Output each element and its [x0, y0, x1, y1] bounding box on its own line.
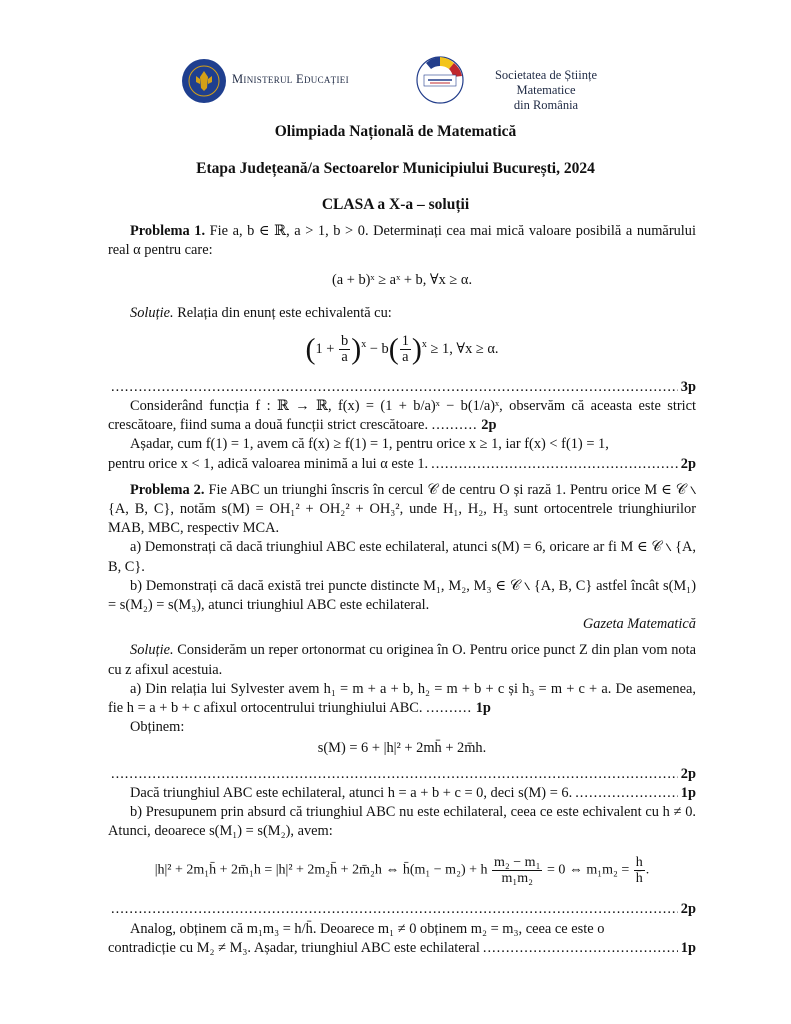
problem-1-equivalent-inequality: (1 + $\frac{b}{a}$ )$^x$ − b( $\frac{1}{a}$ )$^x$ ≥ 1, ∀x ≥ α.: [305, 332, 499, 366]
problem-1-formula: (a + b)ˣ ≥ aˣ + b, ∀x ≥ α.: [331, 272, 473, 289]
big-equivalence: |h|² + 2m₁h̄ + 2m̄₁h = |h|² + 2m₂h̄ + 2m̄₂h ⇔ h̄(m₁ − m₂) + h $\frac{\text{m₂ − m₁}}{\text{m₁m₂}}$ = 0 ⇔ m₁m₂ = $\frac{h}{h̄}$ .: [154, 855, 650, 887]
problem-1-monotonic: Considerând funcția f : ℝ → ℝ, f(x) = (1 + b/a)ˣ − b(1/a)ˣ, observăm că aceasta este strict crescătoare, fiind suma a două funcții strict crescătoare. .......... 2p: [108, 398, 696, 434]
government-seal-icon: [181, 58, 227, 104]
big-formula-left: |h|² + 2m₁h̄ + 2m̄₁h = |h|² + 2m₂h̄ + 2m̄₂h ⇔ h̄(m₁ − m₂) + h: [154, 863, 488, 879]
problem-1-text: Fie a, b ∈ ℝ, a > 1, b > 0. Determinați cea mai mică valoare posibilă a numărului real α pentru care:: [108, 223, 696, 259]
big-formula-mid: = 0 ⇔ m₁m₂ =: [543, 863, 633, 879]
score-1p-b: 1p: [680, 784, 696, 801]
problem-1-conclusion-a: Așadar, cum f(1) = 1, avem că f(x) ≥ f(1) = 1, pentru orice x ≥ 1, iar f(x) < f(1) = 1,: [130, 436, 609, 453]
final-text: contradicție cu M₂ ≠ M₃. Așadar, triunghiul ABC este echilateral: [108, 939, 480, 956]
society-name: [470, 68, 622, 113]
conclusion-text: pentru orice x < 1, adică valoarea minimă a lui α este 1.: [108, 455, 429, 472]
frac2-numerator: h: [635, 855, 643, 871]
final-line-b: [108, 939, 696, 958]
solution-label: Soluție.: [130, 304, 174, 321]
frac2-denominator: h̄: [635, 871, 643, 887]
problem-2-part-b: b) Demonstrați că dacă există trei puncte distincte M₁, M₂, M₃ ∈ 𝒞 ∖ {A, B, C} astfel încât s(M₁) = s(M₂) = s(M₃), atunci triunghiul ABC este echilateral.: [108, 577, 696, 614]
score-2p-c: 2p: [680, 765, 696, 782]
score-line-2p-b: [108, 900, 696, 919]
problem-2-sylvester: a) Din relația lui Sylvester avem h₁ = m + a + b, h₂ = m + b + c și h₃ = m + c + a. De asemenea, fie h = a + b + c afixul ortocentrului triunghiului ABC. .......... 1p: [108, 680, 696, 717]
score-2p-d: 2p: [680, 901, 696, 918]
ministry-name: Ministerul Educației: [232, 72, 349, 86]
score-1p-c: 1p: [680, 939, 696, 956]
society-line-1: Societatea de Științe Matematice: [494, 68, 598, 97]
problem-1-solution-intro: [108, 304, 696, 323]
equilateral-text: Dacă triunghiul ABC este echilateral, atunci h = a + b + c = 0, deci s(M) = 6.: [130, 784, 573, 801]
problem-2-part-a: a) Demonstrați că dacă triunghiul ABC este echilateral, atunci s(M) = 6, oricare ar fi M ∈ 𝒞 ∖ {A, B, C}.: [108, 539, 696, 575]
olympiad-title: Olimpiada Națională de Matematică: [274, 123, 517, 140]
ssm-logo-icon: [416, 56, 464, 104]
ineq-tail: ≥ 1, ∀x ≥ α.: [426, 340, 499, 357]
score-1p-a: 1p: [475, 700, 491, 717]
problem-2-source: Gazeta Matematică: [582, 616, 696, 633]
problem-2-label: Problema 2.: [130, 481, 205, 498]
solutions-body: [108, 222, 696, 958]
society-line-2: din România: [513, 98, 579, 112]
class-title: CLASA a X-a – soluții: [321, 196, 470, 213]
problem-2-part-b-solution: b) Presupunem prin absurd că triunghiul ABC nu este echilateral, ceea ce este echivalent cu h ≠ 0. Atunci, deoarece s(M₁) = s(M₂), avem:: [108, 804, 696, 840]
problem-1-conclusion-b: [108, 455, 696, 474]
score-2p-b: 2p: [680, 455, 696, 472]
frac-numerator: m₂ − m₁: [494, 855, 541, 871]
solution-intro-text: Relația din enunț este echivalentă cu:: [177, 304, 392, 321]
obtain-label: Obținem:: [130, 719, 185, 736]
score-line-2p: [108, 765, 696, 784]
problem-1-statement: [108, 222, 696, 260]
problem-1-label: Problema 1.: [130, 223, 206, 239]
problem-2-statement: [108, 481, 696, 539]
score-3p: 3p: [680, 378, 696, 395]
page-header: [0, 56, 791, 112]
final-line-a: Analog, obținem că m₁m₃ = h/h̄. Deoarece m₁ ≠ 0 obținem m₂ = m₃, ceea ce este o: [130, 920, 605, 937]
solution-2-text: Considerăm un reper ortonormat cu originea în O. Pentru orice punct Z din plan vom nota cu z afixul acestuia.: [108, 642, 696, 678]
equilateral-line: [108, 784, 696, 803]
frac-denominator: m₁m₂: [501, 871, 533, 887]
problem-2-solution-intro: [108, 641, 696, 679]
score-2p-a: 2p: [481, 417, 497, 434]
score-line-3p: [108, 378, 696, 397]
sylvester-text: a) Din relația lui Sylvester avem h₁ = m + a + b, h₂ = m + b + c și h₃ = m + c + a. De asemenea, fie h = a + b + c afixul ortocentrului triunghiului ABC.: [108, 680, 696, 717]
s-formula: s(M) = 6 + |h|² + 2mh̄ + 2m̄h.: [317, 740, 487, 757]
problem-2-text: Fie ABC un triunghi înscris în cercul 𝒞 de centru O și rază 1. Pentru orice M ∈ 𝒞 ∖ {A, B, C}, notăm s(M) = OH₁² + OH₂² + OH₃², unde H₁, H₂, H₃ sunt ortocentrele triunghiurilor MAB, MBC, respectiv MCA.: [108, 481, 696, 537]
monotonic-text: Considerând funcția f : ℝ → ℝ, f(x) = (1 + b/a)ˣ − b(1/a)ˣ, observăm că aceasta este strict crescătoare, fiind suma a două funcții strict crescătoare.: [108, 398, 696, 434]
solution-2-label: Soluție.: [130, 642, 174, 659]
stage-title: Etapa Județeană/a Sectoarelor Municipiului București, 2024: [196, 160, 595, 177]
